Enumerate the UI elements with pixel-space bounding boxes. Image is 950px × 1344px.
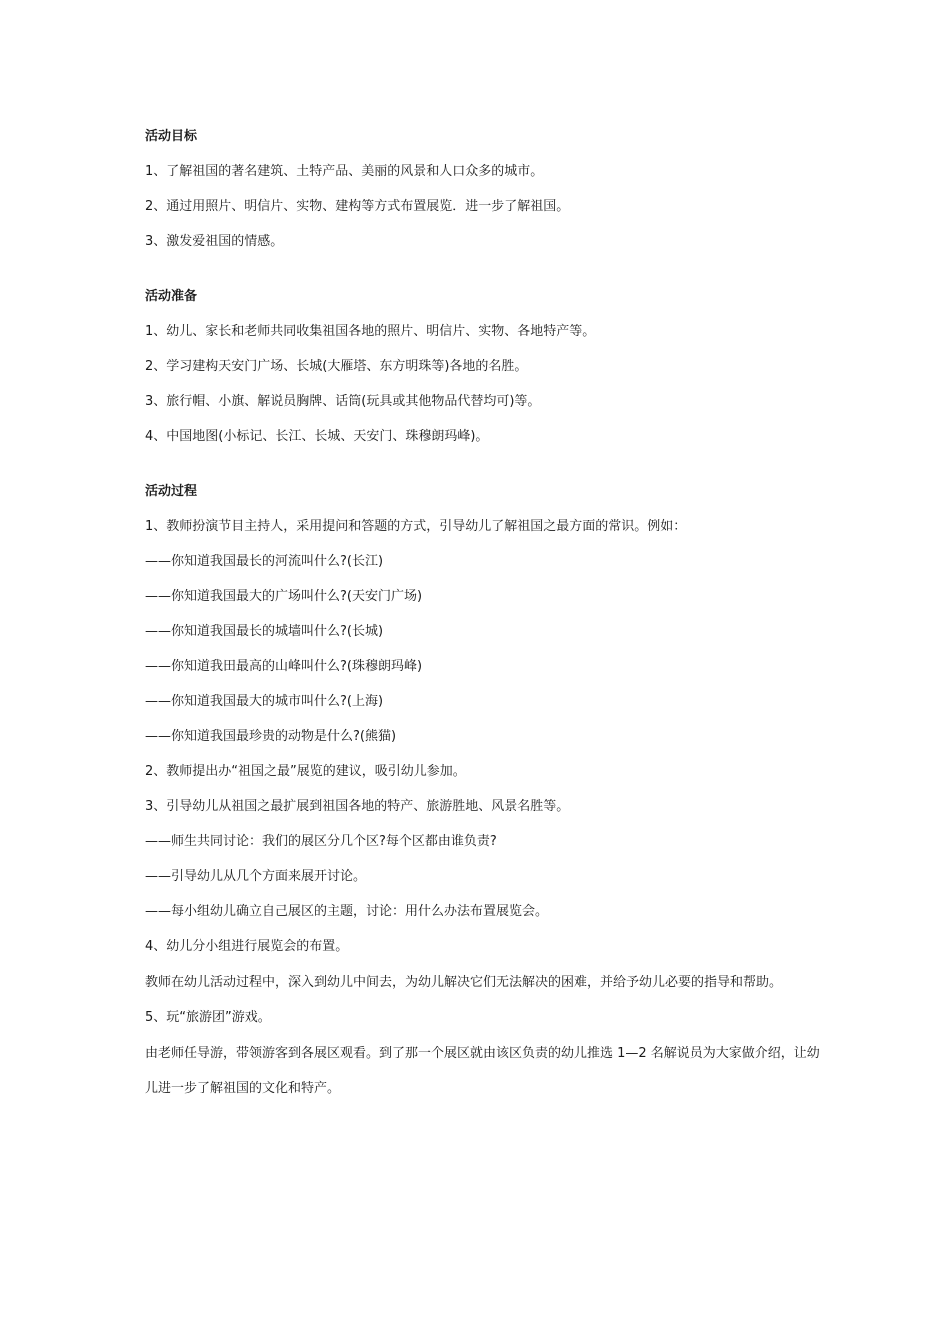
question-item: ——你知道我田最高的山峰叫什么?(珠穆朗玛峰) [145, 659, 423, 674]
section-spacer [145, 461, 825, 481]
paragraph: 由老师任导游，带领游客到各展区观看。到了那一个展区就由该区负责的幼儿推选 1—2 名解说员为大家做介绍，让幼儿进一步了解祖国的文化和特产。 [145, 1046, 820, 1096]
list-item: 2、通过用照片、明信片、实物、建构等方式布置展览．进一步了解祖国。 [145, 199, 570, 214]
question-item: ——你知道我国最珍贵的动物是什么?(熊猫) [145, 729, 397, 744]
discussion-item: ——每小组幼儿确立自己展区的主题，讨论：用什么办法布置展览会。 [145, 904, 549, 919]
paragraph: 教师在幼儿活动过程中，深入到幼儿中间去，为幼儿解决它们无法解决的困难，并给予幼儿必要的指导和帮助。 [145, 975, 783, 990]
list-item: 4、中国地图(小标记、长江、长城、天安门、珠穆朗玛峰)。 [145, 429, 489, 444]
discussion-item: ——师生共同讨论：我们的展区分几个区?每个区都由谁负责? [145, 834, 497, 849]
list-item: 3、激发爱祖国的情感。 [145, 234, 284, 249]
list-item: 2、学习建构天安门广场、长城(大雁塔、东方明珠等)各地的名胜。 [145, 359, 528, 374]
section-heading: 活动过程 [145, 484, 198, 499]
section-spacer [145, 266, 825, 286]
list-item: 1、教师扮演节目主持人，采用提问和答题的方式，引导幼儿了解祖国之最方面的常识。例如： [145, 519, 687, 534]
list-item: 2、教师提出办“祖国之最”展览的建议，吸引幼儿参加。 [145, 764, 466, 779]
list-item: 1、幼儿、家长和老师共同收集祖国各地的照片、明信片、实物、各地特产等。 [145, 324, 596, 339]
list-item: 1、了解祖国的著名建筑、土特产品、美丽的风景和人口众多的城市。 [145, 164, 544, 179]
list-item: 3、引导幼儿从祖国之最扩展到祖国各地的特产、旅游胜地、风景名胜等。 [145, 799, 570, 814]
question-item: ——你知道我国最大的城市叫什么?(上海) [145, 694, 384, 709]
section-preparation [145, 286, 825, 448]
section-heading: 活动目标 [145, 129, 198, 144]
list-item: 4、幼儿分小组进行展览会的布置。 [145, 939, 349, 954]
list-item: 3、旅行帽、小旗、解说员胸牌、话筒(玩具或其他物品代替均可)等。 [145, 394, 541, 409]
question-item: ——你知道我国最长的河流叫什么?(长江) [145, 554, 384, 569]
question-item: ——你知道我国最大的广场叫什么?(天安门广场) [145, 589, 423, 604]
document-page [145, 126, 825, 1113]
list-item: 5、玩“旅游团”游戏。 [145, 1010, 271, 1025]
question-item: ——你知道我国最长的城墙叫什么?(长城) [145, 624, 384, 639]
section-heading: 活动准备 [145, 289, 198, 304]
discussion-item: ——引导幼儿从几个方面来展开讨论。 [145, 869, 367, 884]
section-process [145, 481, 825, 1106]
section-goals [145, 126, 825, 253]
